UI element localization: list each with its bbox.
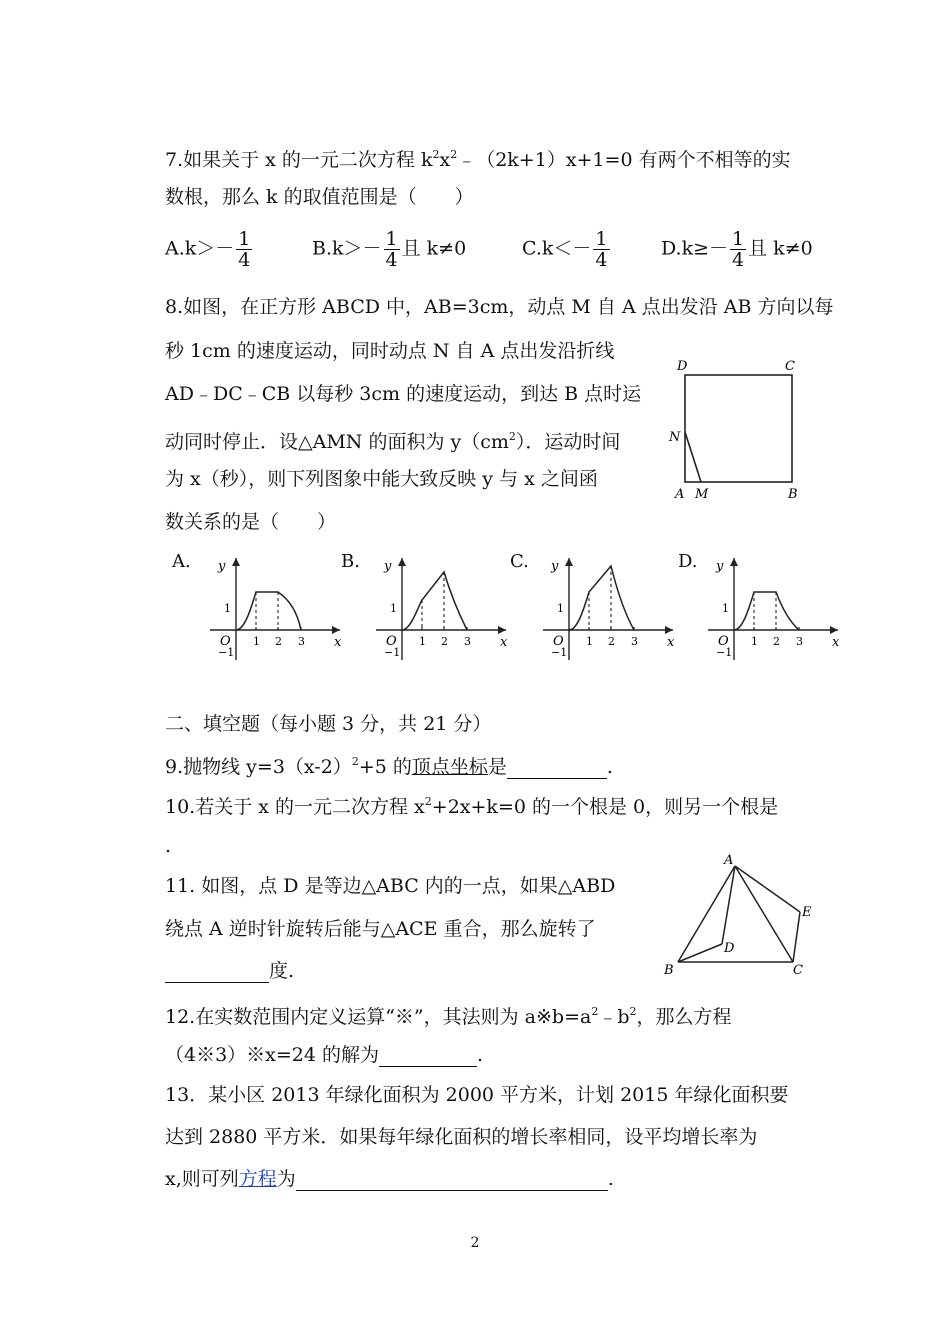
y-tick-label-neg1: −1 <box>716 646 733 659</box>
q13-line2: 达到 2880 平方米．如果每年绿化面积的增长率相同，设平均增长率为 <box>165 1126 758 1148</box>
q12-line2: （4※3）※x=24 的解为 . <box>165 1044 484 1066</box>
y-axis-arrow <box>398 558 406 566</box>
section2-title: 二、填空题（每小题 3 分，共 21 分） <box>165 713 492 735</box>
q7-option-c: C.k＜－ $\frac{1}{4}$ <box>522 228 608 271</box>
x-tick-label-1: 1 <box>419 635 426 648</box>
q7-line2: 数根，那么 k 的取值范围是（ ） <box>165 186 474 208</box>
x-axis-label: x <box>832 635 840 650</box>
label-m: M <box>695 487 709 502</box>
x-tick-label-1: 1 <box>253 635 260 648</box>
label-e: E <box>802 905 812 920</box>
x-tick-label-3: 3 <box>464 635 471 648</box>
y-tick-label-neg1: −1 <box>384 646 401 659</box>
x-tick-label-2: 2 <box>441 635 448 648</box>
q9-line: 9.抛物线 $y=3(x-2)^2+5$ 的顶点坐标是 . <box>165 755 613 778</box>
square-abcd-figure <box>665 355 815 505</box>
label-b: B <box>788 487 798 502</box>
origin-label: O <box>718 634 729 649</box>
q12-line1: 12.在实数范围内定义运算“※”，其法则为 $a※b=a^2﹣b^2$，那么方程 <box>165 1005 732 1028</box>
underlined-term: 顶点坐标 <box>411 756 488 778</box>
x-axis-arrow <box>498 626 506 634</box>
x-axis-label: x <box>334 635 342 650</box>
edge-ec <box>793 912 800 962</box>
answer-blank[interactable] <box>296 1170 608 1191</box>
q10-line2: . <box>165 835 172 857</box>
answer-blank[interactable] <box>379 1046 477 1067</box>
answer-blank[interactable] <box>165 962 269 983</box>
function-curve <box>734 592 799 630</box>
graph-option-b-label: B. <box>341 551 360 572</box>
q13-line3: x,则可列方程为 . <box>165 1168 614 1190</box>
function-curve <box>569 566 634 630</box>
q7-option-a: A.k＞－ $\frac{1}{4}$ <box>165 228 251 271</box>
label-a: A <box>675 487 685 502</box>
origin-label: O <box>553 634 564 649</box>
q11-line1: 11. 如图，点 D 是等边△ABC 内的一点，如果△ABD <box>165 875 616 897</box>
q8-line2: 秒 1cm 的速度运动，同时动点 N 自 A 点出发沿折线 <box>165 340 615 362</box>
graph-option-c-label: C. <box>510 551 529 572</box>
y-tick-label-1: 1 <box>224 602 231 615</box>
q8-line5: 为 x（秒），则下列图象中能大致反映 y 与 x 之间函 <box>165 468 598 490</box>
label-d: D <box>677 359 688 374</box>
origin-label: O <box>386 634 397 649</box>
x-axis-arrow <box>665 626 673 634</box>
fraction: $\frac{1}{4}$ <box>732 228 745 271</box>
y-axis-label: y <box>384 559 392 574</box>
edge-ae <box>735 866 800 912</box>
fraction: $\frac{1}{4}$ <box>595 228 608 271</box>
label-n: N <box>669 430 681 445</box>
graph-option-c <box>533 552 683 667</box>
edge-bd <box>678 944 722 962</box>
y-axis-label: y <box>716 559 724 574</box>
q13-line1: 13．某小区 2013 年绿化面积为 2000 平方米，计划 2015 年绿化面积要 <box>165 1084 789 1106</box>
y-axis-label: y <box>551 559 559 574</box>
q7-option-b: B.k＞－ $\frac{1}{4}$ 且 k≠0 <box>312 228 467 271</box>
x-tick-label-2: 2 <box>275 635 282 648</box>
fraction: $\frac{1}{4}$ <box>385 228 398 271</box>
function-curve <box>402 572 467 630</box>
y-tick-label-neg1: −1 <box>218 646 235 659</box>
q11-line2: 绕点 A 逆时针旋转后能与△ACE 重合，那么旋转了 <box>165 918 596 940</box>
x-axis-label: x <box>667 635 675 650</box>
x-tick-label-3: 3 <box>796 635 803 648</box>
q11-line3: 度. <box>165 959 294 983</box>
graph-option-d-label: D. <box>678 551 698 572</box>
q8-line1: 8.如图，在正方形 ABCD 中，AB=3cm，动点 M 自 A 点出发沿 AB 方向以每 <box>165 296 834 318</box>
x-axis-arrow <box>332 626 340 634</box>
function-curve <box>236 592 301 630</box>
q8-line6: 数关系的是（ ） <box>165 511 337 533</box>
q7-option-d: D.k≥－ $\frac{1}{4}$ 且 k≠0 <box>661 228 813 271</box>
x-axis-label: x <box>500 635 508 650</box>
label-d: D <box>724 941 735 956</box>
page-number: 2 <box>470 1235 480 1251</box>
x-axis-arrow <box>830 626 838 634</box>
y-axis-arrow <box>232 558 240 566</box>
q7-line1: 7.如果关于 x 的一元二次方程 $k^2x^2﹣(2k+1)x+1=0$ 有两个不相等的实 <box>165 148 791 171</box>
y-axis-arrow <box>565 558 573 566</box>
y-tick-label-neg1: −1 <box>551 646 568 659</box>
q10-line1: 10.若关于 x 的一元二次方程 $x^2+2x+k=0$ 的一个根是 0，则另一个根是 <box>165 795 779 818</box>
y-tick-label-1: 1 <box>557 602 564 615</box>
triangle-abc-figure <box>660 850 820 980</box>
graph-option-b <box>366 552 516 667</box>
answer-blank[interactable] <box>507 758 607 779</box>
graph-option-a <box>200 552 350 667</box>
x-tick-label-1: 1 <box>586 635 593 648</box>
x-tick-label-3: 3 <box>298 635 305 648</box>
fraction: $\frac{1}{4}$ <box>238 228 251 271</box>
x-tick-label-1: 1 <box>751 635 758 648</box>
square-outline <box>685 375 792 482</box>
y-tick-label-1: 1 <box>722 602 729 615</box>
q8-line3: AD﹣DC﹣CB 以每秒 3cm 的速度运动，到达 B 点时运 <box>165 383 642 405</box>
origin-label: O <box>220 634 231 649</box>
q8-line4: 动同时停止．设△AMN 的面积为 $y(cm^2)$．运动时间 <box>165 430 621 453</box>
y-axis-label: y <box>218 559 226 574</box>
x-tick-label-2: 2 <box>773 635 780 648</box>
label-c: C <box>785 359 795 374</box>
equation-link[interactable]: 方程 <box>238 1168 277 1190</box>
graph-option-d <box>698 552 848 667</box>
label-b: B <box>664 963 674 978</box>
edge-ac <box>735 866 793 962</box>
y-tick-label-1: 1 <box>390 602 397 615</box>
segment-nm <box>685 432 701 482</box>
graph-option-a-label: A. <box>172 551 191 572</box>
x-tick-label-2: 2 <box>608 635 615 648</box>
x-tick-label-3: 3 <box>631 635 638 648</box>
label-c: C <box>793 963 803 978</box>
label-a: A <box>724 853 734 868</box>
y-axis-arrow <box>730 558 738 566</box>
